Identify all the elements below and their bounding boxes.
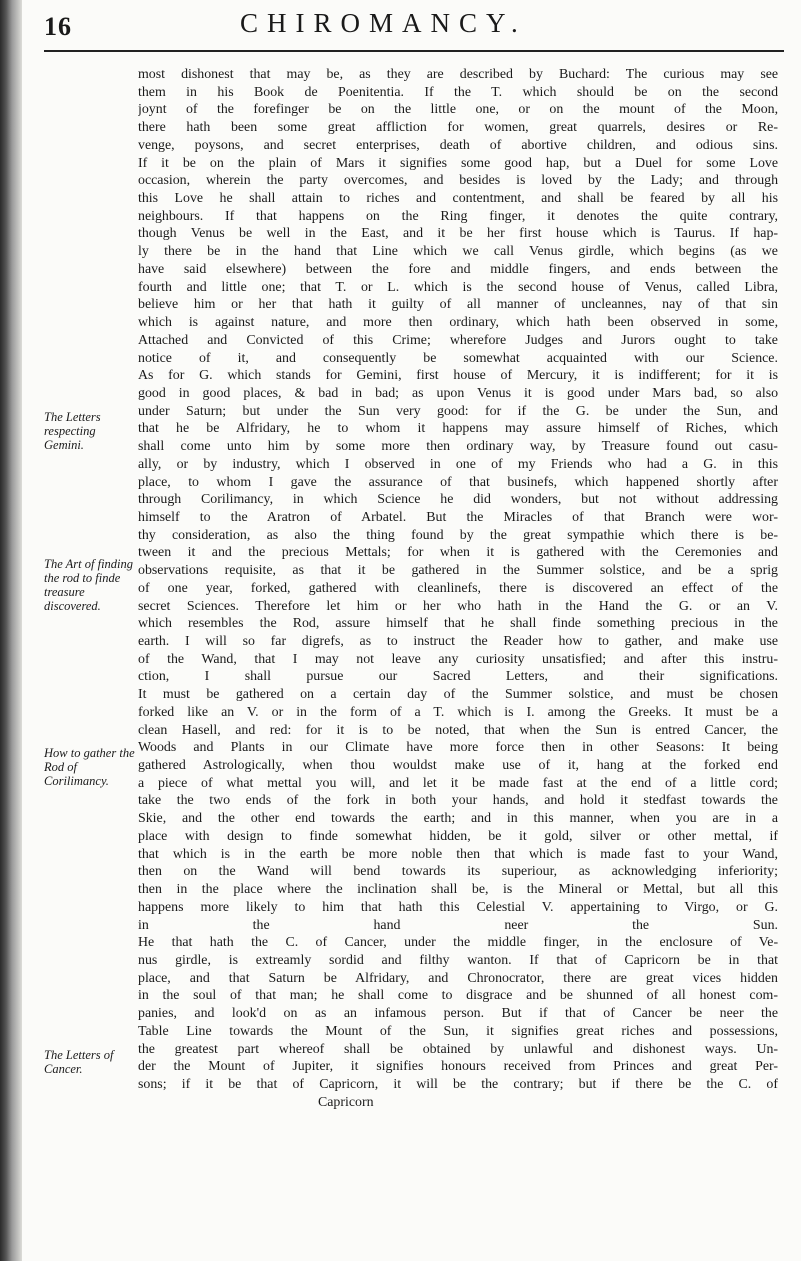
margin-note: The Letters of Cancer. bbox=[44, 1048, 114, 1076]
text-line: which resembles the Rod, assure himself that he shall finde something precious in the bbox=[138, 616, 778, 632]
text-line: believe him or her that hath it guilty of all manner of uncleannes, nay of that sin bbox=[138, 297, 778, 313]
text-line: Woods and Plants in our Climate have more force then in other Seasons: It being bbox=[138, 740, 778, 756]
text-line: in the hand neer the Sun. bbox=[138, 917, 778, 933]
text-line: there hath been some great affliction for women, great quarrels, desires or Re- bbox=[138, 120, 778, 136]
text-line: Skie, and the other end towards the earth; and in this manner, when you are in a bbox=[138, 811, 778, 827]
text-line: sons; if it be that of Capricorn, it will be the contrary; but if there be the C. of bbox=[138, 1076, 778, 1092]
text-line: good in good places, & bad in bad; as upon Venus it is good under Mars bad, so also bbox=[138, 385, 778, 401]
text-line: of one year, forked, gathered with cleanlinefs, there is discovered an effect of the bbox=[138, 580, 778, 596]
text-line: place, and that Saturn be Alfridary, and Chronocrator, there are great vices hidden bbox=[138, 970, 778, 986]
text-line: take the two ends of the fork in both your hands, and hold it stedfast towards the bbox=[138, 793, 778, 809]
text-line: shall come unto him by some more then ordinary way, by Treasure found out casu- bbox=[138, 439, 778, 455]
text-line: If it be on the plain of Mars it signifies some good hap, but a Duel for some Love bbox=[138, 155, 778, 171]
text-line: gathered Astrologically, when thou wouldst make use of it, hang at the forked end bbox=[138, 758, 778, 774]
text-line: though Venus be well in the East, and it be her first house which is Taurus. If hap- bbox=[138, 226, 778, 242]
text-line: which is against nature, and more then ordinary, which hath been observed in some, bbox=[138, 315, 778, 331]
text-line: thy consideration, as also the thing found by the great sympathie which there is be- bbox=[138, 527, 778, 543]
text-line: happens more likely to him that hath this Celestial V. appertaining to Virgo, or G. bbox=[138, 899, 778, 915]
text-line: occasion, wherein the party overcomes, and besides is loved by the Lady; and through bbox=[138, 173, 778, 189]
text-line: notice of it, and consequently be somewhat acquainted with our Science. bbox=[138, 350, 778, 366]
text-line: panies, and look'd on as an infamous person. But if that of Cancer be neer the bbox=[138, 1006, 778, 1022]
text-line: in the soul of that man; he shall come to disgrace and be shunned of all honest com- bbox=[138, 988, 778, 1004]
text-line: It must be gathered on a certain day of the Summer solstice, and must be chosen bbox=[138, 687, 778, 703]
text-line: He that hath the C. of Cancer, under the middle finger, in the enclosure of Ve- bbox=[138, 935, 778, 951]
text-line: fourth and little one; that T. or L. which is the second house of Venus, called Libra, bbox=[138, 279, 778, 295]
text-line: have said elsewhere) between the fore and middle fingers, and ends between the bbox=[138, 261, 778, 277]
text-line: As for G. which stands for Gemini, first house of Mercury, it is indifferent; for it is bbox=[138, 368, 778, 384]
text-line: the greatest part whereof shall be obtained by unlawful and dishonest ways. Un- bbox=[138, 1041, 778, 1057]
text-line: nus girdle, is extreamly sordid and filthy wanton. If that of Capricorn be in that bbox=[138, 952, 778, 968]
text-line: then on the Wand will bend towards its superiour, as acknowledging inferiority; bbox=[138, 864, 778, 880]
text-line: observations requisite, as that it be gathered in the Summer solstice, and be a sprig bbox=[138, 563, 778, 579]
text-line: of the Wand, that I may not leave any curiosity unsatisfied; and after this instru- bbox=[138, 651, 778, 667]
text-line: ction, I shall pursue our Sacred Letters, and their significations. bbox=[138, 669, 778, 685]
text-line: tween it and the precious Mettals; for when it is gathered with the Ceremonies and bbox=[138, 545, 778, 561]
text-line: Capricorn bbox=[318, 1094, 374, 1110]
text-line: a piece of what mettal you will, and let it be made fast at the end of a little cord; bbox=[138, 775, 778, 791]
text-line: through Corilimancy, in which Science he did wonders, but not without addressing bbox=[138, 492, 778, 508]
running-title: CHIROMANCY. bbox=[240, 8, 527, 38]
margin-note: The Art of finding the rod to finde treasure discovered. bbox=[44, 557, 134, 613]
text-line: this Love he shall attain to riches and contentment, and shall be feared by all his bbox=[138, 191, 778, 207]
text-line: under Saturn; but under the Sun very good: for if the G. be under the Sun, and bbox=[138, 403, 778, 419]
text-line: der the Mount of Jupiter, it signifies honours received from Princes and great Per- bbox=[138, 1059, 778, 1075]
text-line: most dishonest that may be, as they are described by Buchard: The curious may see bbox=[138, 67, 778, 82]
text-line: venge, poysons, and secret enterprises, death of abortive children, and odious sins. bbox=[138, 137, 778, 153]
text-line: secret Sciences. Therefore let him or her who hath in the Hand the G. or an V. bbox=[138, 598, 778, 614]
text-line: ally, or by industry, which I observed in one of my Friends who had a G. in this bbox=[138, 456, 778, 472]
text-line: himself to the Aratron of Arbatel. But the Miracles of that Branch were wor- bbox=[138, 509, 778, 525]
text-line: Table Line towards the Mount of the Sun, it signifies great riches and possessions, bbox=[138, 1023, 778, 1039]
text-line: neighbours. If that happens on the Ring finger, it denotes the quite contrary, bbox=[138, 208, 778, 224]
page-binding-shadow bbox=[0, 0, 22, 1261]
page-number: 16 bbox=[44, 12, 72, 41]
text-line: ly there be in the hand that Line which we call Venus girdle, which begins (as we bbox=[138, 244, 778, 260]
text-line: joynt of the forefinger be on the little one, or on the mount of the Moon, bbox=[138, 102, 778, 118]
margin-note: The Letters respecting Gemini. bbox=[44, 410, 101, 452]
text-line: that which is in the earth be more noble then that which is made fast to your Wand, bbox=[138, 846, 778, 862]
header-rule bbox=[44, 50, 784, 52]
text-line: that he be Alfridary, he to whom it happens may assure himself of Riches, which bbox=[138, 421, 778, 437]
text-line: clean Hasell, and red: for it is to be noted, that when the Sun is entred Cancer, the bbox=[138, 722, 778, 738]
text-line: earth. I will so far digrefs, as to instruct the Reader how to gather, and make use bbox=[138, 634, 778, 649]
text-line: place with design to finde somewhat hidden, be it gold, silver or other mettal, if bbox=[138, 828, 778, 844]
text-line: them in his Book de Poenitentia. If the T. which should be on the second bbox=[138, 84, 778, 100]
body-text bbox=[138, 66, 778, 1111]
text-line: forked like an V. or in the form of a T. which is I. among the Greeks. It must be a bbox=[138, 704, 778, 720]
text-line: then in the place where the inclination shall be, is the Mineral or Mettal, but all this bbox=[138, 882, 778, 898]
margin-note: How to gather the Rod of Corilimancy. bbox=[44, 746, 135, 788]
text-line: place, to whom I gave the assurance of that businefs, which happened shortly after bbox=[138, 474, 778, 490]
text-line: Attached and Convicted of this Crime; wherefore Judges and Jurors ought to take bbox=[138, 332, 778, 348]
